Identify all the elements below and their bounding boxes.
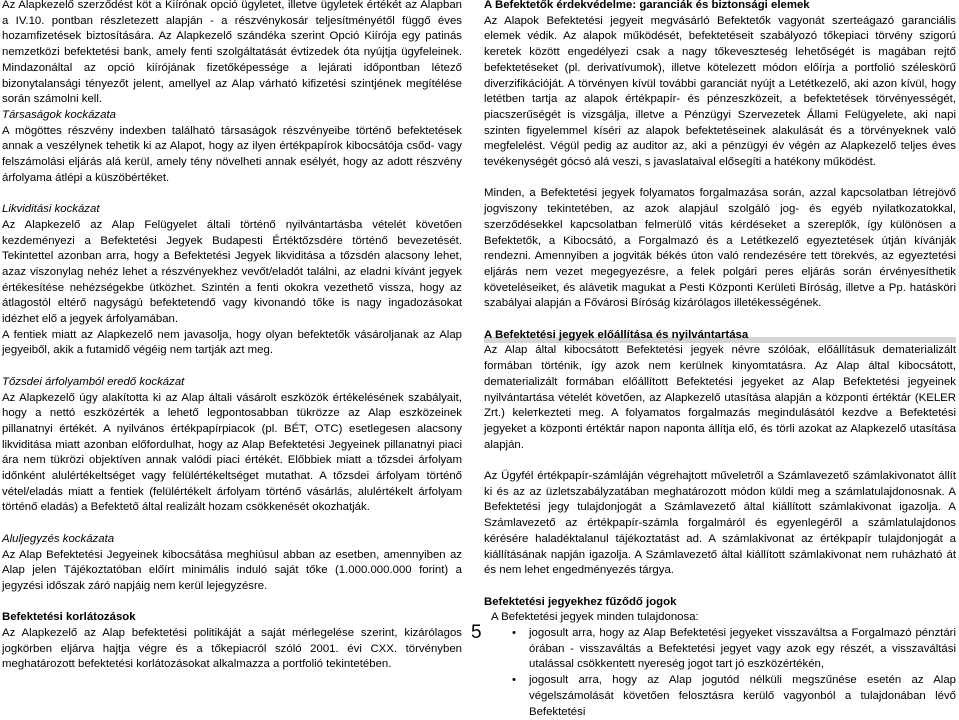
account-statement-paragraph: Az Ügyfél értékpapír-számláján végrehajtott műveletről a Számlavezető számlakivonatot állít ki és az az üzletszabályzatában meghatározott módon küldi meg a számlatulajdonosnak. A Befektetési jegy tulajdonjogát a Számlavezető által kiállított számlakivonat igazolja. A Számlavezető az értékpapír-számla forgalmáról és egyenlegéről a számlatulajdonos kérésére haladéktalanul tájékoztatást ad. A számlakivonat az értékpapír tulajdonjogát a kiállításának napján igazolja. A Számlavezető által kiállított számlakivonat nem ruházható át és nem lehet engedményezés tárgya. bbox=[484, 470, 956, 577]
list-item: • jogosult arra, hogy az Alap Befektetési jegyeket visszaváltsa a Forgalmazó pénztári órában - visszaváltás a Befektetési jegyet vagy azok egy részét, a visszaváltási utalással csökkentett nyereség jogot tart jó eszközértékén, bbox=[484, 626, 956, 673]
unit-rights-list bbox=[484, 626, 956, 720]
investor-protection-paragraph: Az Alapok Befektetési jegyeit megvásárló Befektetők vagyonát szerteágazó garanciális elemek védik. Az alapok működését, befektetéseit szabályozó tőkepiaci törvény szigorú keretek között engedélyezi csak a nagy tőkeveszteség lehetőségét is magában rejtő befektetéseket (pl. derivatívumok), illetve kötelezett módon előírja a portfolió széleskörű diverzifikációját. A törvényen kívül további garanciát nyújt a Letétkezelő, aki azon kívül, hogy letétben tartja az alapok értékpapír- és pénzeszközeit, a befektetések törvényességét, piacszerűségét is vizsgálja, illetve a Pénzügyi Szervezetek Állami Felügyelete, aki napi szinten figyelemmel kíséri az alapok befektetéseinek alakulását és a törvényeknek való megfelelést. Végül pedig az auditor az, aki a pénzügyi év végén az Alapkezelő teljes éves tevékenységét gócsó alá veszi, s javaslataival elősegíti a hatékony működést. bbox=[484, 14, 956, 169]
unit-rights-intro: A Befektetési jegyek minden tulajdonosa: bbox=[491, 611, 699, 624]
stock-price-risk-heading: Tőzsdei árfolyamból eredő kockázat bbox=[2, 375, 185, 388]
page-number: 5 bbox=[471, 622, 482, 643]
liquidity-risk-paragraph: Az Alapkezelő az Alap Felügyelet általi történő nyilvántartásba vételét követően kezdeményezi a Befektetési Jegyek Budapesti Értéktőzsdére történő bevezetését. Tekintettel azonban arra, hogy a Befektetési Jegyek likviditása a tőzsdén alacsony lehet, azaz viszonylag nehéz lehet a részvényekhez vevőt/eladót találni, az eladni kívánt jegyek értékesítése nehézségekbe ütközhet. Szintén a fenti okokra vezethető vissza, hogy az átlagostól eltérő nagyságú befektetendő vagy kivonandó tőke is nagy ingadozásokat idézhet elő a jegyek árfolyamában. bbox=[2, 218, 462, 326]
investor-protection-heading: A Befektetők érdekvédelme: garanciák és biztonsági elemek bbox=[484, 0, 810, 11]
undersubscription-risk-paragraph: Az Alap Befektetési Jegyeinek kibocsátása meghiúsul abban az esetben, amennyiben az Alap jelen Tájékoztatóban előírt minimális induló saját tőke (1.000.000.000 forint) a jegyzési időszak záró napjáig nem kerül lejegyzésre. bbox=[2, 548, 462, 592]
unit-production-heading: A Befektetési jegyek előállítása és nyilvántartása bbox=[484, 328, 956, 344]
companies-risk-paragraph: A mögöttes részvény indexben található társaságok részvényeibe történő befektetések annak a veszélynek tehetik ki az Alapot, hogy az ilyen értékpapírok kibocsátója csőd- vagy felszámolási eljárás alá kerül, amely tény növelheti annak esélyét, hogy az adott részvény árfolyama átlépi a küszöbértéket. bbox=[2, 124, 462, 184]
stock-price-risk-paragraph: Az Alapkezelő úgy alakította ki az Alap általi vásárolt eszközök értékelésének szabályait, hogy a nettó eszközérték a lehető legpontosabban tükrözze az Alap eszközeinek pillanatnyi értékét. A nyilvános értékpapírpiacok (pl. BÉT, OTC) esetlegesen alacsony likviditása miatt azonban előfordulhat, hogy az Alap Befektetési Jegyeinek pillanatnyi piaci ára nem tükrözi objektíven annak valódi piaci értékét. Előbbiek miatt a tőzsdei árfolyam időnként alulértékeltséget vagy felülértékeltséget mutathat. A tőzsdei árfolyam történő vétel/eladás miatt a fentiek (felülértékelt árfolyam történő vásárlás, alulértékelt árfolyam történő eladás) a Befektető által realizált hozam csökkenését okozhatják. bbox=[2, 391, 462, 514]
liquidity-risk-heading: Likviditási kockázat bbox=[2, 203, 100, 216]
investment-restrictions-paragraph: Az Alapkezelő az Alap befektetési politikáját a saját mérlegelése szerint, kizárólagos jogkörben eljárva hajtja végre és a tőkepiacról szóló 2001. évi CXX. törvényben meghatározott befektetési korlátozásokat alkalmazza a portfolió tekintetében. bbox=[2, 627, 462, 671]
undersubscription-risk-heading: Aluljegyzés kockázata bbox=[2, 532, 115, 545]
liquidity-risk-note: A fentiek miatt az Alapkezelő nem javasolja, hogy olyan befektetők vásároljanak az Alap jegyeiből, akik a futamidő végéig nem tartják azt meg. bbox=[2, 328, 462, 357]
unit-rights-heading: Befektetési jegyekhez fűződő jogok bbox=[484, 595, 677, 608]
risk-intro-paragraph: Az Alapkezelő szerződést köt a Kiírónak opció ügyletet, illetve ügyletek értékét az Alapban a IV.10. pontban részletezett alapján - a részvénykosár teljesítményétől függő éves hozamfizetések biztosítására. Az Alapkezelő szándéka szerint Opció Kiírója egy patinás nemzetközi befektetési bank, amely fenti szolgáltatását évtizedek óta nyújtja ügyfeleinek. Mindazonáltal az opció kiírójának fizetőképessége a lejárati időpontban létező bizonytalansági tényezőt jelent, amellyel az Alap várható kifizetési szintjének megítélése során számolni kell. bbox=[2, 0, 462, 106]
dispute-resolution-paragraph: Minden, a Befektetési jegyek folyamatos forgalmazása során, azzal kapcsolatban létrejövő jogviszony tekintetében, az azok alapjául szolgáló jog- és egyéb nyilatkozatokkal, szerződésekkel kapcsolatban felmerülő vitás kérdéseket a szereplők, így különösen a Befektetők, a Kibocsátó, a Forgalmazó és a Letétkezelő egyeztetések útján kívánják rendezni. Amennyiben a jogviták békés úton való rendezésére tett törekvés, az egyeztetési eljárás nem vezet megegyezésre, a felek polgári peres eljárás során érvényesíthetik követeléseiket, és alávetik magukat a Pesti Központi Kerületi Bíróság, illetve a Pp. hatásköri szabályai alapján a Fővárosi Bíróság kizárólagos illetékességének. bbox=[484, 187, 956, 310]
left-column bbox=[2, 0, 462, 673]
companies-risk-heading: Társaságok kockázata bbox=[2, 108, 116, 121]
investment-restrictions-heading: Befektetési korlátozások bbox=[2, 611, 136, 624]
list-item: • jogosult arra, hogy az Alap jogutód nélküli megszűnése esetén az Alap végelszámolását követően felosztásra kerülő vagyonból a tulajdonában lévő Befektetési bbox=[484, 673, 956, 720]
unit-production-paragraph: Az Alap által kibocsátott Befektetési jegyek névre szólóak, előállításuk dematerializált formában történik, így azok nem kerülnek kinyomtatásra. Az Alap által kibocsátott, dematerializált formában előállított Befektetési jegyeket az Alap Befektetési jegyeinek nyilvántartása vételét követően, az Alapkezelő utasítása alapján a központi értéktár (KELER Zrt.) kelетkezteti meg. A folyamatos forgalmazás megindulásától kezdve a Befektetési jegyeket a központi értéktár napon naponta állítja elő, és törli azokat az Alapkezelő utasítása alapján. bbox=[484, 344, 956, 451]
right-column bbox=[484, 0, 956, 720]
